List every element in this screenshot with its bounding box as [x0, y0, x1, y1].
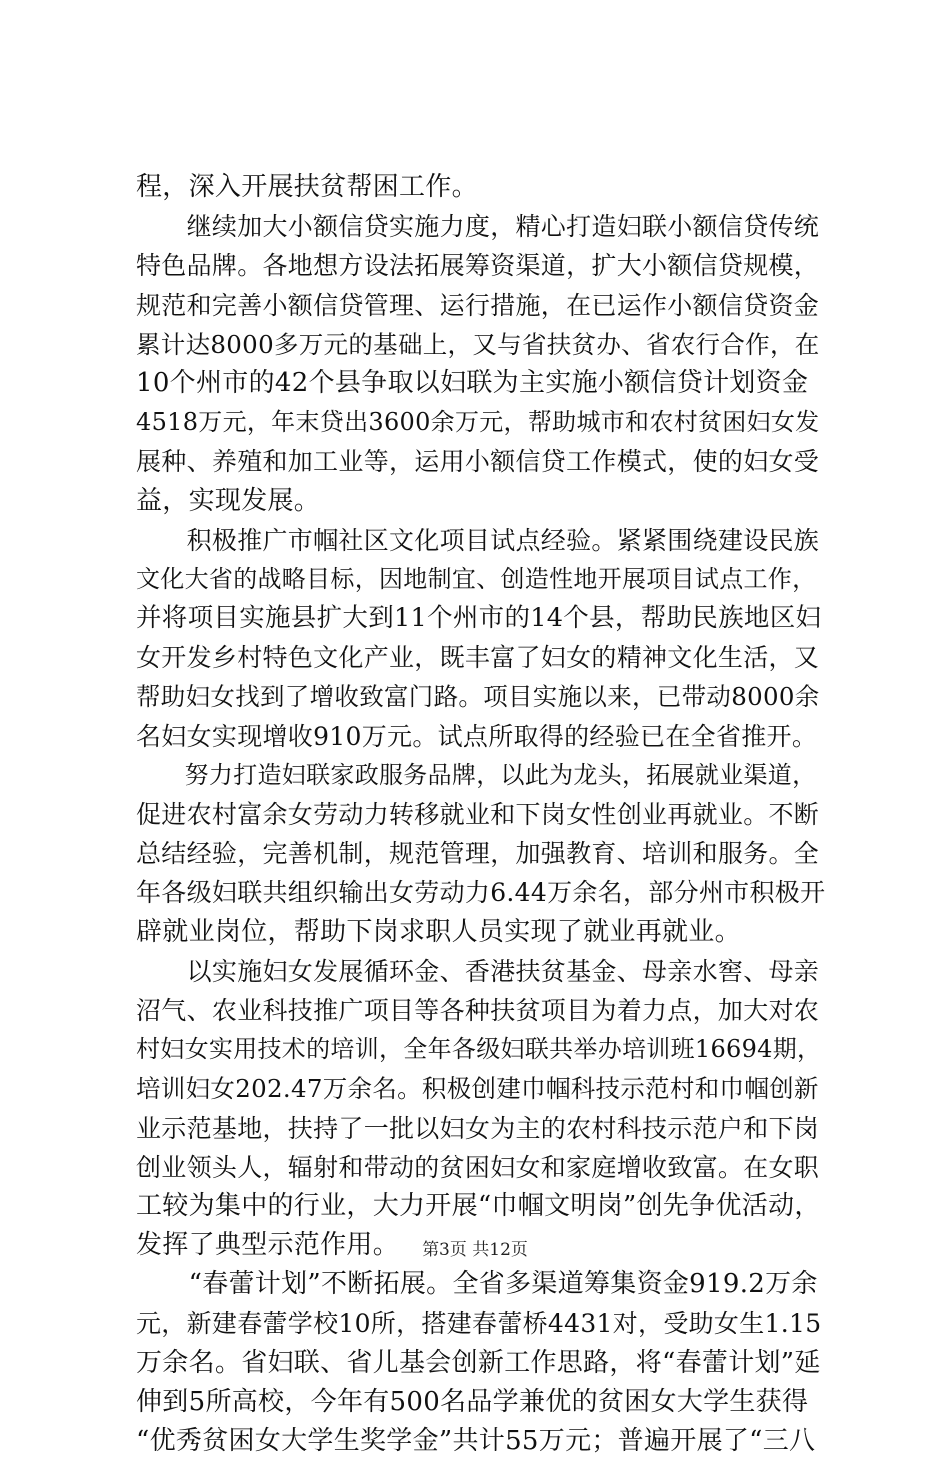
text-line: 伸到5所高校，今年有500名品学兼优的贫困女大学生获得	[136, 1386, 809, 1417]
text-line: 积极推广市帼社区文化项目试点经验。紧紧围绕建设民族	[136, 525, 820, 555]
text-line: 年各级妇联共组织输出女劳动力6.44万余名，部分州市积极开	[136, 878, 826, 908]
text-line: 创业领头人，辐射和带动的贫困妇女和家庭增收致富。在女职	[136, 1152, 820, 1182]
text-line: 帮助妇女找到了增收致富门路。项目实施以来，已带动8000余	[136, 682, 820, 712]
text-line: 万余名。省妇联、省儿基会创新工作思路，将“春蕾计划”延	[136, 1347, 821, 1378]
text-line: 名妇女实现增收910万元。试点所取得的经验已在全省推开。	[136, 721, 818, 751]
text-line: 发挥了典型示范作用。	[136, 1230, 400, 1261]
text-line: 文化大省的战略目标，因地制宜、创造性地开展项目试点工作，	[136, 564, 817, 593]
text-line: 4518万元，年末贷出3600余万元，帮助城市和农村贫困妇女发	[136, 408, 820, 437]
text-line: 程，深入开展扶贫帮困工作。	[136, 172, 478, 202]
text-line: 促进农村富余女劳动力转移就业和下岗女性创业再就业。不断	[136, 800, 820, 829]
text-line: 努力打造妇联家政服务品牌，以此为龙头，拓展就业渠道，	[136, 760, 817, 789]
text-line: “春蕾计划”不断拓展。全省多渠道筹集资金919.2万余	[136, 1269, 818, 1300]
text-line: 累计达8000多万元的基础上，又与省扶贫办、省农行合作，在	[136, 329, 820, 359]
text-line: 女开发乡村特色文化产业，既丰富了妇女的精神文化生活，又	[136, 643, 820, 673]
text-line: “优秀贫困女大学生奖学金”共计55万元；普遍开展了“三八	[136, 1426, 816, 1456]
text-line: 沼气、农业科技推广项目等各种扶贫项目为着力点，加大对农	[136, 995, 820, 1025]
text-line: 并将项目实施县扩大到11个州市的14个县，帮助民族地区妇	[136, 603, 822, 634]
page-footer: 第3页 共12页	[422, 1240, 528, 1260]
text-line: 继续加大小额信贷实施力度，精心打造妇联小额信贷传统	[136, 212, 820, 242]
text-line: 工较为集中的行业，大力开展“巾帼文明岗”创先争优活动，	[136, 1190, 821, 1221]
text-line: 10个州市的42个县争取以妇联为主实施小额信贷计划资金	[136, 367, 809, 398]
text-line: 以实施妇女发展循环金、香港扶贫基金、母亲水窖、母亲	[136, 956, 820, 986]
text-line: 元，新建春蕾学校10所，搭建春蕾桥4431对，受助女生1.15	[136, 1309, 822, 1339]
text-line: 总结经验，完善机制，规范管理，加强教育、培训和服务。全	[136, 839, 820, 869]
text-line: 特色品牌。各地想方设法拓展筹资渠道，扩大小额信贷规模，	[136, 251, 820, 281]
document-body	[136, 168, 826, 1461]
text-line: 培训妇女202.47万余名。积极创建巾帼科技示范村和巾帼创新	[136, 1074, 819, 1104]
text-line: 展种、养殖和加工业等，运用小额信贷工作模式，使的妇女受	[136, 447, 820, 477]
text-line: 益，实现发展。	[136, 485, 321, 516]
text-line: 辟就业岗位，帮助下岗求职人员实现了就业再就业。	[136, 916, 741, 947]
text-line: 规范和完善小额信贷管理、运行措施，在已运作小额信贷资金	[136, 290, 820, 320]
text-line: 村妇女实用技术的培训，全年各级妇联共举办培训班16694期，	[136, 1035, 822, 1064]
text-line: 业示范基地，扶持了一批以妇女为主的农村科技示范户和下岗	[136, 1113, 820, 1143]
